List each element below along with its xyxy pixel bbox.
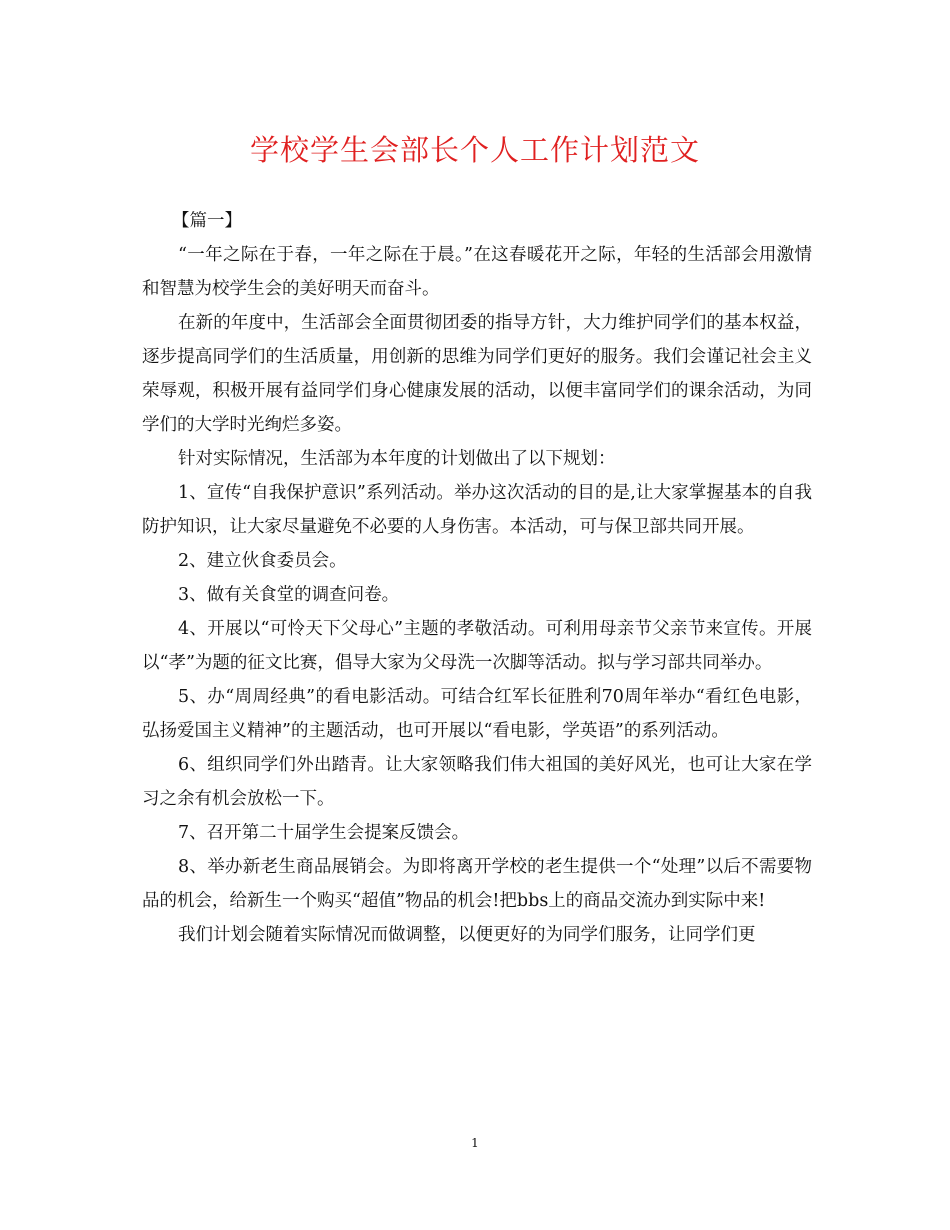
plan-item-4: 4、开展以“可怜天下父母心”主题的孝敬活动。可利用母亲节父亲节来宣传。开展以“孝”为题的征文比赛，倡导大家为父母洗一次脚等活动。拟与学习部共同举办。 [142, 619, 812, 673]
section-heading: 【篇一】 [172, 211, 242, 231]
paragraph-intro: “一年之际在于春，一年之际在于晨。”在这春暖花开之际，年轻的生活部会用激情和智慧为校学生会的美好明天而奋斗。 [142, 245, 812, 299]
document-title: 学校学生会部长个人工作计划范文 [249, 133, 700, 167]
plan-item-1: 1、宣传“自我保护意识”系列活动。举办这次活动的目的是,让大家掌握基本的自我防护知识，让大家尽量避免不必要的人身伤害。本活动，可与保卫部共同开展。 [142, 483, 812, 537]
paragraph-goals: 在新的年度中，生活部会全面贯彻团委的指导方针，大力维护同学们的基本权益，逐步提高同学们的生活质量，用创新的思维为同学们更好的服务。我们会谨记社会主义荣辱观，积极开展有益同学们身心健康发展的活动，以便丰富同学们的课余活动，为同学们的大学时光绚烂多姿。 [142, 313, 812, 435]
plan-item-2: 2、建立伙食委员会。 [178, 551, 347, 571]
paragraph-closing: 我们计划会随着实际情况而做调整，以便更好的为同学们服务，让同学们更 [178, 925, 756, 945]
plan-item-8: 8、举办新老生商品展销会。为即将离开学校的老生提供一个“处理”以后不需要物品的机会，给新生一个购买“超值”物品的机会!把bbs上的商品交流办到实际中来! [142, 857, 812, 911]
plan-item-5: 5、办“周周经典”的看电影活动。可结合红军长征胜利70周年举办“看红色电影，弘扬爱国主义精神”的主题活动，也可开展以“看电影，学英语”的系列活动。 [142, 687, 812, 741]
paragraph-plan-lead: 针对实际情况，生活部为本年度的计划做出了以下规划： [178, 449, 616, 469]
plan-item-6: 6、组织同学们外出踏青。让大家领略我们伟大祖国的美好风光，也可让大家在学习之余有机会放松一下。 [142, 755, 812, 809]
page-number: 1 [471, 1136, 479, 1150]
document-body [142, 204, 812, 952]
plan-item-3: 3、做有关食堂的调查问卷。 [178, 585, 400, 605]
plan-item-7: 7、召开第二十届学生会提案反馈会。 [178, 823, 470, 843]
